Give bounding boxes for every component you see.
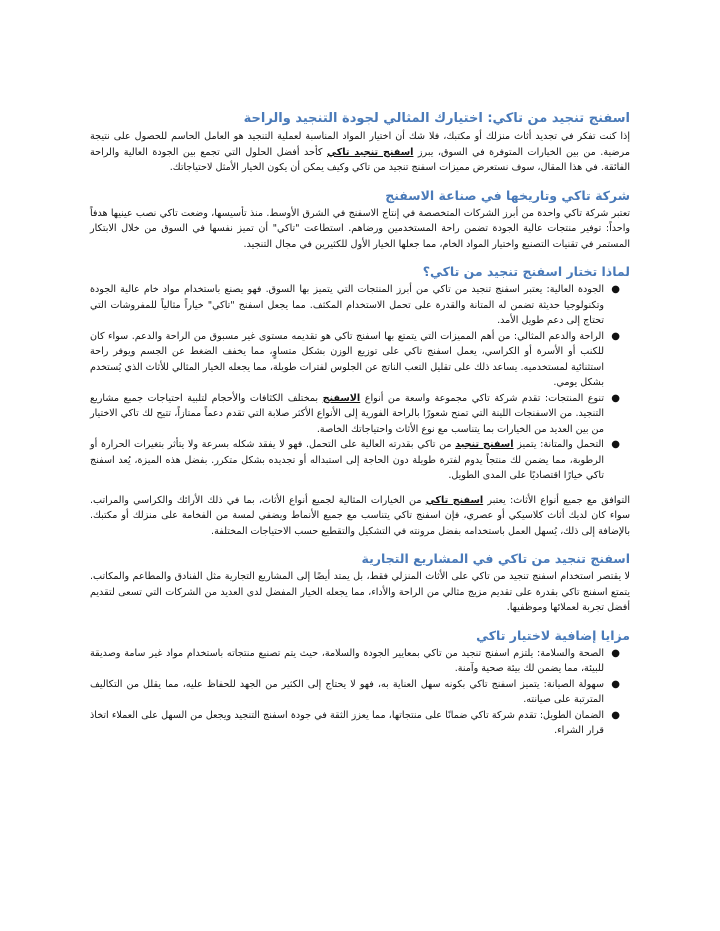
list-item — [90, 391, 620, 438]
item-lead: الضمان الطويل: — [536, 709, 604, 721]
item-text: يلتزم اسفنج تنجيد من تاكي بمعايير الجودة والسلامة، حيث يتم تصنيع منتجاته باستخدام مواد غير سامة وصديقة للبيئة، مما يضمن لك بيئة صحية وآمنة. — [90, 647, 604, 674]
item-lead: الراحة والدعم المثالي: — [510, 330, 604, 342]
bullet-icon: ● — [611, 392, 620, 404]
commercial-paragraph: لا يقتصر استخدام اسفنج تنجيد من تاكي على الأثاث المنزلي فقط، بل يمتد أيضًا إلى المشاريع التجارية مثل الفنادق والمطاعم والمكاتب. يتمتع اسفنج تاكي بقدرة على تقديم مزيج مثالي من الراحة والأداء، مما يجعله الخيار المفضل لدى العديد من الشركات التي تسعى لتقديم أفضل تجربة لعملائها وموظفيها. — [90, 571, 630, 613]
upholstery-sponge-keyword-link[interactable]: اسفنج تنجيد — [455, 439, 514, 450]
article-title: اسفنج تنجيد من تاكي: اختيارك المثالي لجودة التنجيد والراحة — [243, 111, 630, 126]
bullet-icon: ● — [611, 330, 620, 342]
commercial-heading: اسفنج تنجيد من تاكي في المشاريع التجارية — [361, 551, 630, 566]
item-text-before: يتميز — [513, 439, 537, 450]
list-item — [90, 282, 620, 329]
item-lead: الجودة العالية: — [542, 284, 604, 295]
why-list — [90, 282, 630, 484]
taki-sponge-keyword-link[interactable]: اسفنج تاكي — [425, 494, 484, 506]
bullet-icon: ● — [611, 647, 620, 659]
compat-paragraph — [90, 493, 630, 540]
intro-keyword-link[interactable]: اسفنج تنجيد تاكي — [326, 146, 414, 158]
why-heading: لماذا تختار اسفنج تنجيد من تاكي؟ — [422, 264, 630, 279]
item-text: تقدم شركة تاكي ضمانًا على منتجاتها، مما يعزز الثقة في جودة اسفنج التنجيد ويجعل من السهل على العملاء اتخاذ قرار الشراء. — [90, 709, 604, 736]
list-item — [90, 677, 620, 708]
list-item — [90, 646, 620, 677]
compat-text-1: التوافق مع جميع أنواع الأثاث: يعتبر — [483, 494, 630, 506]
bullet-icon: ● — [611, 439, 620, 450]
item-lead: سهولة الصيانة: — [539, 678, 604, 690]
bullet-icon: ● — [611, 709, 620, 721]
item-text-before: تقدم شركة تاكي مجموعة واسعة من أنواع — [360, 392, 541, 404]
list-item — [90, 708, 620, 739]
article — [90, 110, 630, 739]
history-paragraph: تعتبر شركة تاكي واحدة من أبرز الشركات المتخصصة في إنتاج الاسفنج في الشرق الأوسط. منذ تأسيسها، وضعت تاكي نصب عينيها هدفاً واحداً: توفير منتجات عالية الجودة تضمن راحة المستخدمين ورضاهم. استطاعت "تاكي" أن تميز نفسها في السوق من خلال الابتكار المستمر في تقنيات التصنيع واختيار المواد الخام، مما جعلها الخيار الأول للكثيرين في مجال التنجيد. — [90, 207, 630, 250]
item-text: يعتبر اسفنج تنجيد من تاكي من أبرز المنتجات التي يتميز بها السوق. فهو يصنع باستخدام مواد خام عالية الجودة وتكنولوجيا حديثة تضمن له المتانة والقدرة على تحمل الاستخدام المكثف. مما يجعل اسفنج "تاكي" خياراً مثالياً للمفروشات التي تحتاج إلى دعم طويل الأمد. — [90, 284, 604, 326]
list-item — [90, 437, 620, 484]
item-lead: الصحة والسلامة: — [533, 647, 604, 659]
item-lead: تنوع المنتجات: — [540, 392, 604, 404]
item-text: من تاكي بقدرته العالية على التحمل. فهو لا يفقد شكله بسرعة ولا يتأثر بتغيرات الحرارة أو الرطوبة، مما يضمن لك منتجاً يدوم لفترة طويلة دون الحاجة إلى استبداله أو تجديده بشكل متكرر. بفضل هذه الميزة، يُعد اسفنج تاكي خيارًا اقتصاديًا على المدى الطويل. — [90, 439, 604, 481]
compat-text-2: من الخيارات المثالية لجميع أنواع الأثاث، بما في ذلك الأرائك والكراسي والمراتب. سواء كان لديك أثاث كلاسيكي أو عصري، فإن اسفنج تاكي يتناسب مع جميع الأنماط ويضفي لمسة من الفخامة على منزلك أو مكتبك. بالإضافة إلى ذلك، يُسهل العمل باستخدامه بفضل مرونته في التشكيل والتقطيع حسب الاحتياجات المختلفة. — [90, 494, 630, 537]
extras-list — [90, 646, 630, 739]
extras-heading: مزايا إضافية لاختيار تاكي — [476, 627, 630, 643]
item-lead: التحمل والمتانة: — [536, 439, 604, 450]
item-text: يتميز اسفنج تاكي بكونه سهل العناية به، فهو لا يحتاج إلى الكثير من الجهد للحفاظ عليه، مما يقلل من التكاليف المترتبة على صيانته. — [90, 678, 604, 705]
list-item — [90, 329, 620, 391]
item-text: من أهم المميزات التي يتمتع بها اسفنج تاكي هو تقديمه مستوى غير مسبوق من الراحة والدعم. سواء كان للكنب أو الأسرة أو الكراسي، يعمل اسفنج تاكي على توزيع الوزن بشكل متساوٍ، مما يخفف الضغط عن الجسم ويوفر راحة استثنائية لمستخدميه. يساعد ذلك على تقليل التعب الناتج عن الجلوس لفترات طويلة، مما يجعله الخيار المثالي للأثاث الذي يُستخدم بشكل يومي. — [90, 330, 604, 388]
sponge-keyword-link[interactable]: الاسفنج — [322, 392, 361, 404]
intro-paragraph — [90, 129, 630, 176]
bullet-icon: ● — [611, 678, 620, 690]
intro-text-2: كأحد أفضل الحلول التي تجمع بين الجودة العالية والراحة الفائقة. في هذا المقال، سوف نستعرض مميزات اسفنج تنجيد من تاكي وكيف يمكن أن يكون الخيار الأمثل لاحتياجاتك. — [90, 146, 630, 173]
history-heading: شركة تاكي وتاريخها في صناعة الاسفنج — [385, 187, 630, 203]
item-text: بمختلف الكثافات والأحجام لتلبية احتياجات جميع مشاريع التنجيد. من الاسفنجات اللينة التي تمنح شعورًا بالراحة الفورية إلى الأنواع الأكثر صلابة التي تقدم دعماً ممتازاً، تتيح لك تاكي الاختيار من بين العديد من الخيارات بما يتناسب مع نوع الأثاث واحتياجاتك الخاصة. — [90, 392, 604, 435]
intro-text-1: إذا كنت تفكر في تجديد أثاث منزلك أو مكتبك، فلا شك أن اختيار المواد المناسبة لعملية التنجيد هو العامل الحاسم للحصول على نتيجة مرضية. من بين الخيارات المتوفرة في السوق، يبرز — [90, 131, 630, 158]
bullet-icon: ● — [611, 284, 620, 295]
